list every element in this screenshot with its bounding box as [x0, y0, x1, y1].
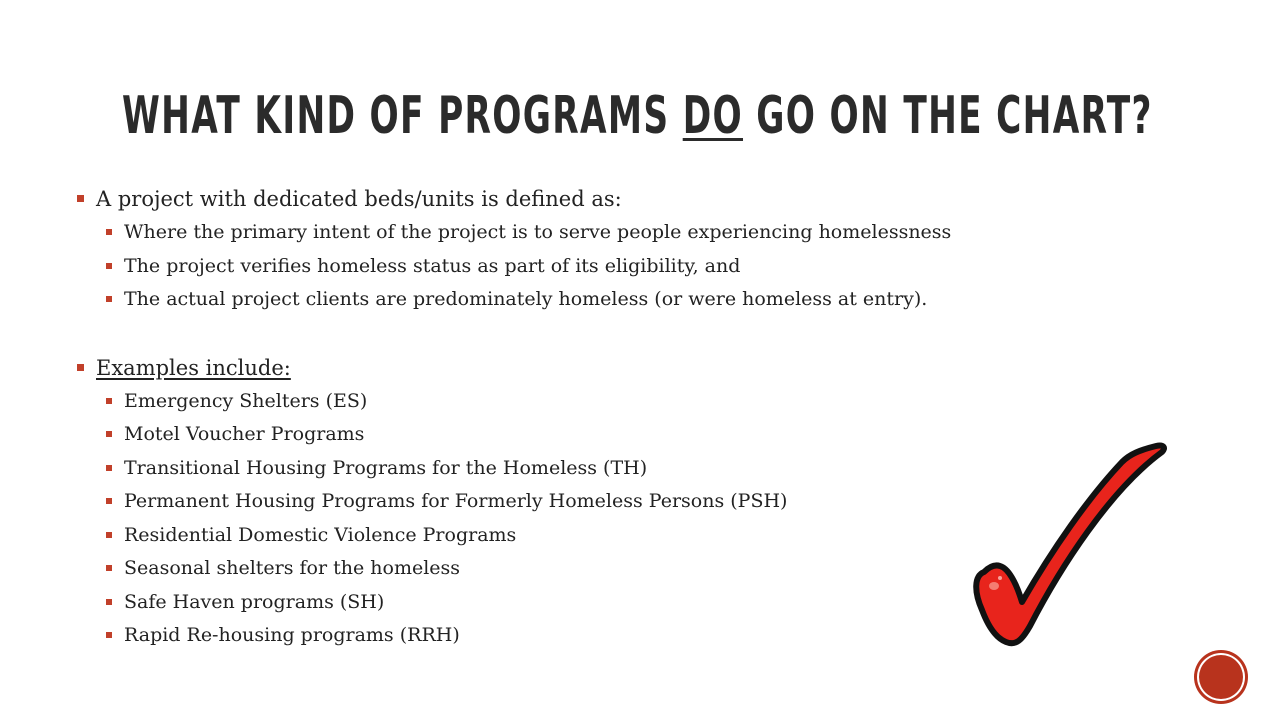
list-item-text: Permanent Housing Programs for Formerly Homeless Persons (PSH) — [124, 490, 788, 512]
list-item — [76, 250, 1136, 284]
square-bullet-icon — [106, 398, 112, 404]
square-bullet-icon — [106, 431, 112, 437]
next-slide-button[interactable] — [1197, 653, 1245, 701]
square-bullet-icon — [106, 498, 112, 504]
list-item-text: Transitional Housing Programs for the Homeless (TH) — [124, 456, 648, 479]
list-item — [76, 216, 1136, 250]
square-bullet-icon — [106, 263, 112, 269]
list-item-text: Seasonal shelters for the homeless — [124, 557, 461, 579]
square-bullet-icon — [77, 364, 84, 371]
list-item-text: Emergency Shelters (ES) — [124, 389, 368, 412]
square-bullet-icon — [77, 195, 84, 202]
list-item-text: The actual project clients are predominately homeless (or were homeless at entry). — [124, 288, 928, 310]
definition-heading-text: A project with dedicated beds/units is defined as: — [96, 187, 622, 211]
slide-title — [122, 80, 1162, 152]
list-item — [76, 283, 1136, 317]
square-bullet-icon — [106, 565, 112, 571]
bullet-examples-heading — [76, 351, 1136, 385]
square-bullet-icon — [106, 296, 112, 302]
list-item-text: Motel Voucher Programs — [124, 423, 365, 445]
list-item-text: Residential Domestic Violence Programs — [124, 523, 517, 546]
list-item — [76, 385, 1136, 419]
bullet-definition-heading — [76, 182, 1136, 216]
list-item-text: Rapid Re-housing programs (RRH) — [124, 624, 460, 646]
list-item-text: Where the primary intent of the project is to serve people experiencing homelessness — [124, 221, 952, 243]
square-bullet-icon — [106, 229, 112, 235]
list-item-text: Safe Haven programs (SH) — [124, 590, 385, 613]
list-item-text: The project verifies homeless status as part of its eligibility, and — [124, 254, 741, 277]
square-bullet-icon — [106, 599, 112, 605]
square-bullet-icon — [106, 465, 112, 471]
title-part-2: GO ON THE CHART? — [743, 86, 1153, 146]
square-bullet-icon — [106, 532, 112, 538]
red-checkmark-icon — [970, 440, 1170, 650]
title-part-1: WHAT KIND OF PROGRAMS — [122, 86, 683, 146]
spacer — [76, 317, 1136, 351]
examples-heading-text: Examples include: — [96, 355, 291, 380]
title-emphasis: DO — [682, 86, 744, 146]
square-bullet-icon — [106, 632, 112, 638]
